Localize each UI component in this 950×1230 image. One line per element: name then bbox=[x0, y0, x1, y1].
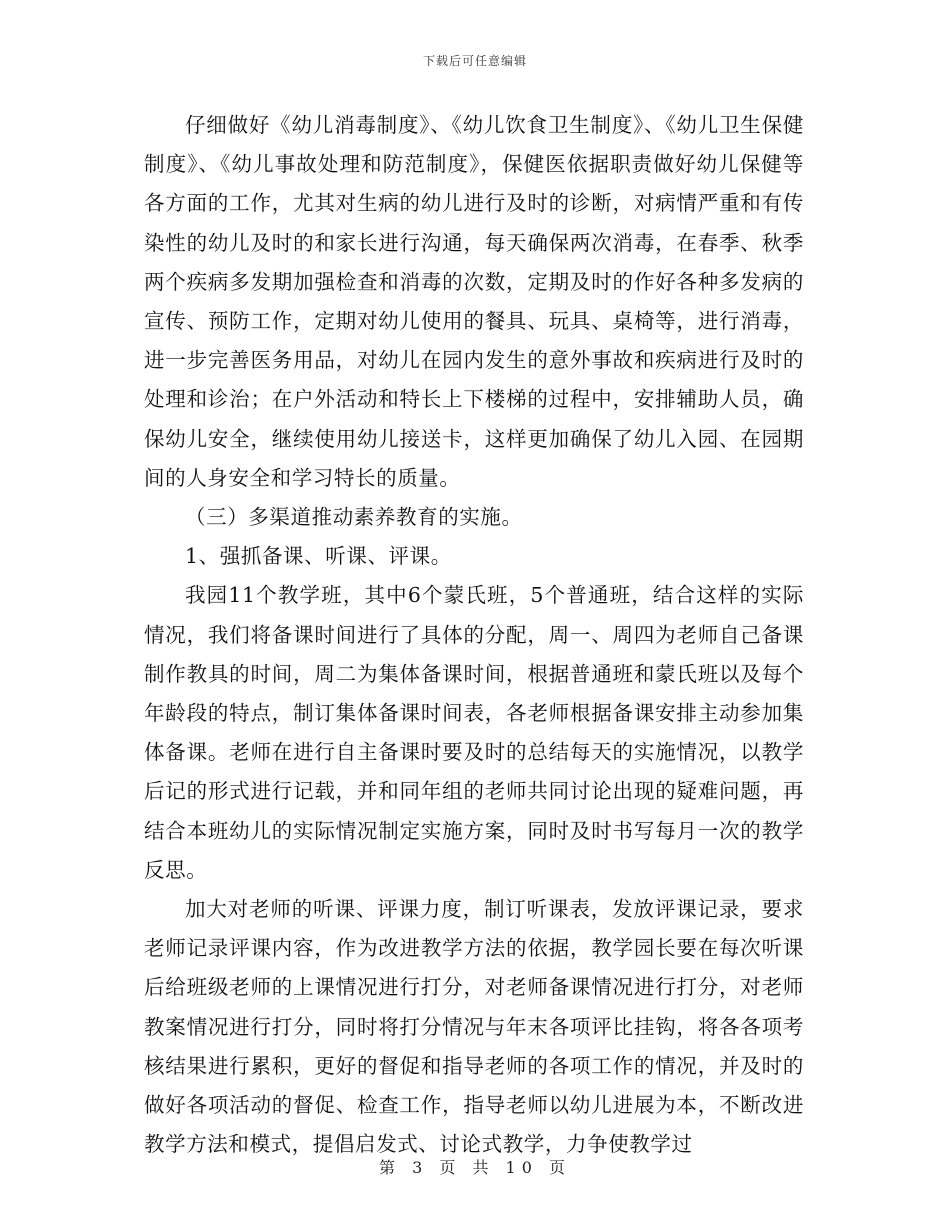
document-body bbox=[144, 106, 804, 1164]
page-header: 下载后可任意编辑 bbox=[422, 54, 527, 68]
paragraph-lesson-evaluation: 加大对老师的听课、评课力度，制订听课表，发放评课记录，要求老师记录评课内容，作为改进教学方法的依据，教学园长要在每次听课后给班级老师的上课情况进行打分，对老师备课情况进行打分，对老师教案情况进行打分，同时将打分情况与年末各项评比挂钩，将各各项考核结果进行累积，更好的督促和指导老师的各项工作的情况，并及时的做好各项活动的督促、检查工作，指导老师以幼儿进展为本，不断改进教学方法和模式，提倡启发式、讨论式教学，力争使教学过 bbox=[144, 897, 804, 1157]
subsection-heading-lesson-prep: 1、强抓备课、听课、评课。 bbox=[185, 544, 452, 569]
section-heading-quality-education: （三）多渠道推动素养教育的实施。 bbox=[185, 505, 523, 530]
paragraph-lesson-schedule: 我园11个教学班，其中6个蒙氏班，5个普通班，结合这样的实际情况，我们将备课时间进行了具体的分配，周一、周四为老师自己备课制作教具的时间，周二为集体备课时间，根据普通班和蒙氏班以及每个年龄段的特点，制订集体备课时间表，各老师根据备课安排主动参加集体备课。老师在进行自主备课时要及时的总结每天的实施情况，以教学后记的形式进行记载，并和同年组的老师共同讨论出现的疑难问题，再结合本班幼儿的实际情况制定实施方案，同时及时书写每月一次的教学反思。 bbox=[144, 583, 804, 882]
paragraph-health-care: 仔细做好《幼儿消毒制度》、《幼儿饮食卫生制度》、《幼儿卫生保健制度》、《幼儿事故处理和防范制度》，保健医依据职责做好幼儿保健等各方面的工作，尤其对生病的幼儿进行及时的诊断，对病情严重和有传染性的幼儿及时的和家长进行沟通，每天确保两次消毒，在春季、秋季两个疾病多发期加强检查和消毒的次数，定期及时的作好各种多发病的宣传、预防工作，定期对幼儿使用的餐具、玩具、桌椅等，进行消毒，进一步完善医务用品，对幼儿在园内发生的意外事故和疾病进行及时的处理和诊治；在户外活动和特长上下楼梯的过程中，安排辅助人员，确保幼儿安全，继续使用幼儿接送卡，这样更加确保了幼儿入园、在园期间的人身安全和学习特长的质量。 bbox=[144, 113, 804, 490]
page-number: 第 3 页 共 10 页 bbox=[379, 1158, 571, 1177]
